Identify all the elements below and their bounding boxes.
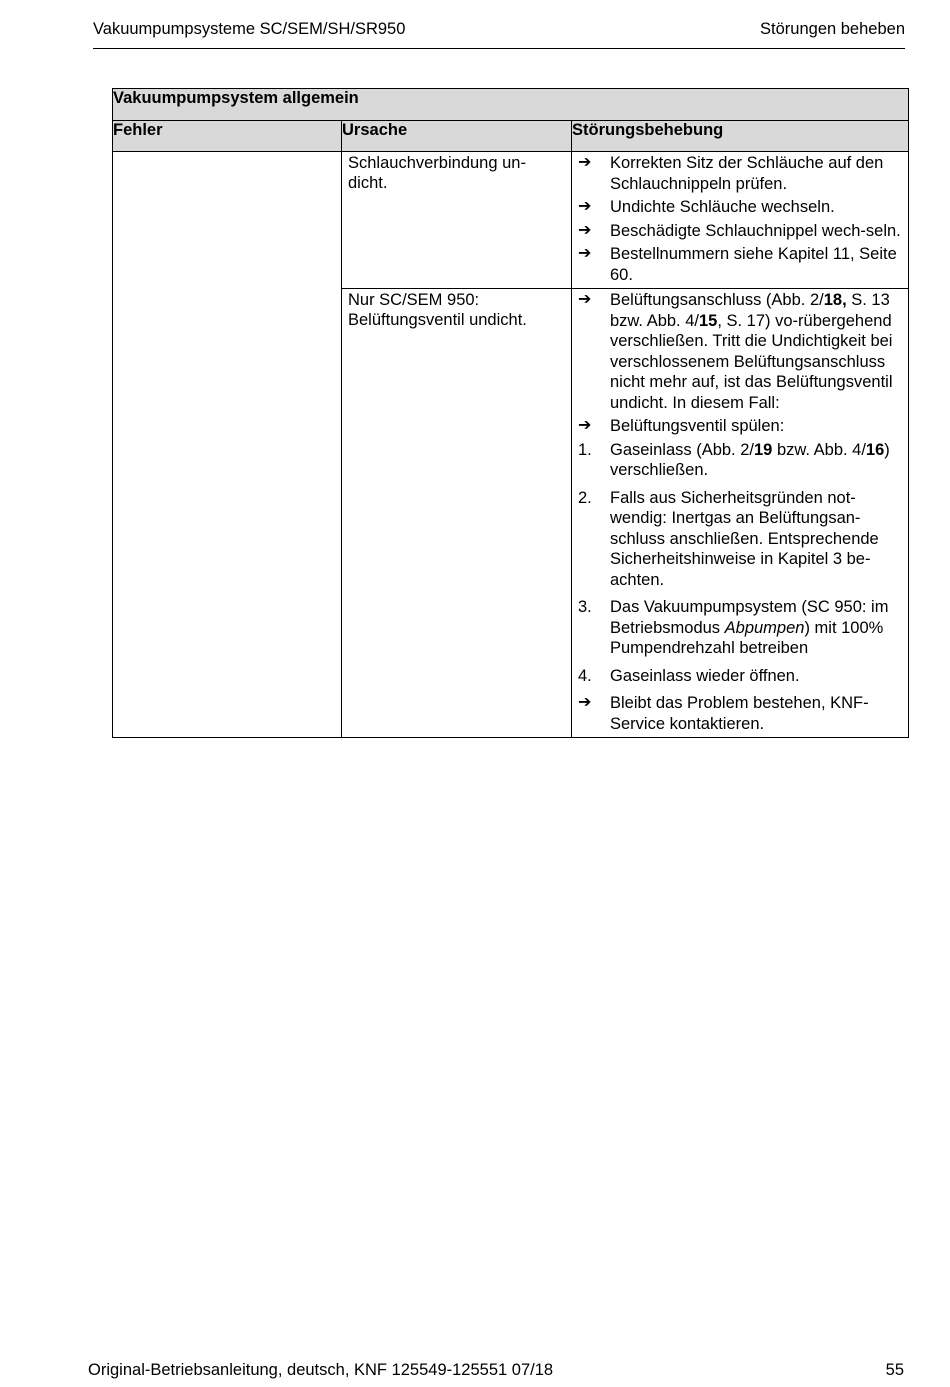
figure-reference: 15: [698, 311, 718, 330]
remedy-text: Bleibt das Problem bestehen, KNF-Service kontaktieren.: [610, 694, 869, 733]
remedy-list: [578, 290, 902, 734]
remedy-text: [610, 440, 902, 481]
arrow-right-icon: ➔: [578, 417, 592, 434]
remedy-text: Bestellnummern siehe Kapitel 11, Seite 60.: [610, 245, 897, 284]
cause-cell: [342, 289, 572, 738]
step-number: 3.: [578, 598, 592, 616]
numbered-step: [578, 488, 902, 591]
remedy-item: [578, 221, 902, 242]
remedy-item: [578, 290, 902, 413]
remedy-text: Beschädigte Schlauchnippel wech-seln.: [610, 221, 901, 240]
remedy-text: Undichte Schläuche wechseln.: [610, 198, 835, 216]
remedy-text: [610, 597, 902, 659]
text-fragment: S. 13 bzw. Abb. 4/: [610, 291, 890, 330]
arrow-right-icon: ➔: [578, 221, 592, 239]
text-fragment: ) verschließen.: [610, 440, 890, 479]
text-fragment: bzw. Abb. 4/: [772, 440, 866, 459]
troubleshooting-table: [112, 88, 909, 738]
remedy-cell: [572, 289, 909, 738]
text-fragment: , S. 17) vo-rübergehend verschließen. Tritt die Undichtigkeit bei verschlossenem Belüftungsanschluss nicht mehr auf, ist das Belüftungsventil undicht. In diesem Fall:: [610, 311, 893, 412]
remedy-item: [578, 197, 902, 218]
page-number: 55: [885, 1361, 904, 1379]
numbered-step: [578, 666, 902, 687]
arrow-right-icon: ➔: [578, 245, 592, 262]
remedy-item: [578, 693, 902, 734]
table-row: [113, 152, 909, 289]
step-number: 1.: [578, 440, 592, 459]
remedy-text: Korrekten Sitz der Schläuche auf den Schlauchnippeln prüfen.: [610, 154, 884, 193]
chapter-title: Störungen beheben: [760, 20, 905, 38]
arrow-right-icon: ➔: [578, 291, 592, 308]
cause-text: Schlauchverbindung un- dicht.: [348, 154, 526, 192]
page-header: [93, 20, 905, 49]
step-number: 4.: [578, 666, 592, 685]
cause-cell: [342, 152, 572, 289]
remedy-text: Gaseinlass wieder öffnen.: [610, 666, 800, 685]
remedy-item: [578, 244, 902, 285]
column-header-behebung: Störungsbehebung: [572, 121, 909, 152]
cause-text: Nur SC/SEM 950: Belüftungsventil undicht.: [348, 291, 527, 329]
arrow-right-icon: ➔: [578, 154, 592, 171]
figure-reference: 18,: [823, 291, 847, 309]
remedy-text: [610, 290, 902, 413]
remedy-cell: [572, 152, 909, 289]
arrow-right-icon: ➔: [578, 694, 592, 711]
arrow-right-icon: ➔: [578, 198, 592, 215]
table-section-title: Vakuumpumpsystem allgemein: [113, 89, 909, 121]
remedy-item: [578, 153, 902, 194]
remedy-list: [578, 153, 902, 285]
numbered-step: [578, 440, 902, 481]
text-fragment: Das Vakuumpumpsystem (SC 950: im Betriebsmodus: [610, 598, 889, 637]
text-fragment: Gaseinlass (Abb. 2/: [610, 440, 754, 459]
remedy-text: Falls aus Sicherheitsgründen not-wendig: Inertgas an Belüftungsan-schluss anschließen. Entsprechende Sicherheitshinweise in Kapitel 3 be-achten.: [610, 488, 879, 589]
figure-reference: 19: [754, 440, 773, 459]
remedy-text: Belüftungsventil spülen:: [610, 417, 785, 435]
numbered-step: [578, 597, 902, 659]
figure-reference: 16: [865, 440, 885, 459]
text-fragment: Belüftungsanschluss (Abb. 2/: [610, 291, 824, 309]
remedy-item: [578, 416, 902, 437]
document-title: Vakuumpumpsysteme SC/SEM/SH/SR950: [93, 20, 406, 38]
document-reference: Original-Betriebsanleitung, deutsch, KNF 125549-125551 07/18: [88, 1361, 554, 1379]
fehler-cell: [113, 152, 342, 738]
column-header-ursache: Ursache: [342, 121, 572, 152]
mode-name: Abpumpen: [724, 618, 805, 637]
text-fragment: ) mit 100% Pumpendrehzahl betreiben: [610, 618, 884, 657]
step-number: 2.: [578, 488, 592, 507]
column-header-fehler: Fehler: [113, 121, 342, 152]
